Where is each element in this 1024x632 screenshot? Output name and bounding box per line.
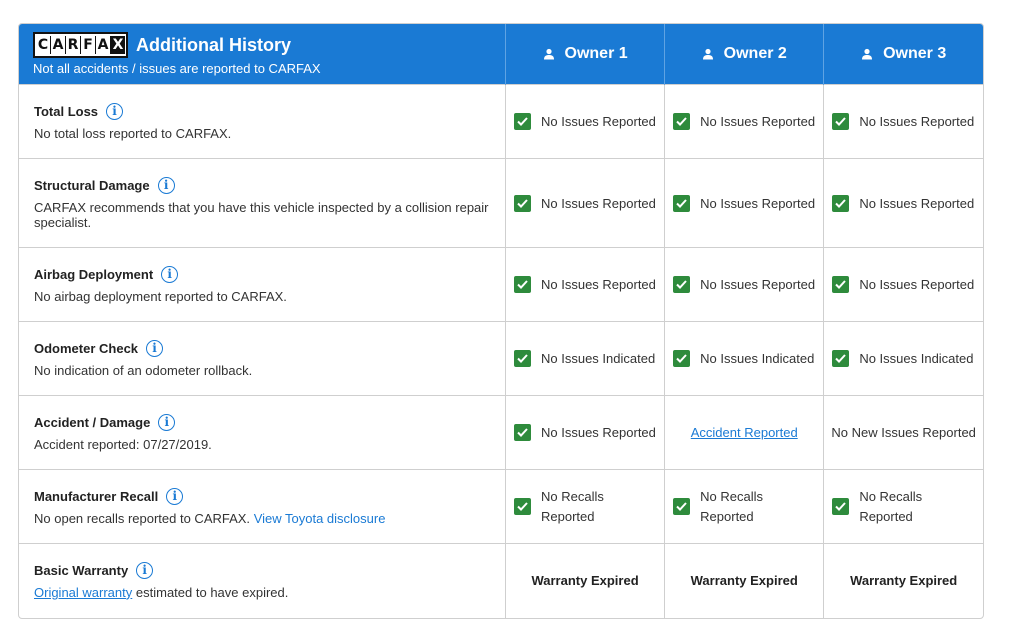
row-title: Basic Warranty	[34, 562, 129, 578]
person-icon	[861, 48, 873, 60]
status-text: No New Issues Reported	[831, 425, 976, 440]
owner2-cell	[665, 322, 824, 396]
info-icon[interactable]: i	[161, 266, 178, 283]
checkmark-icon	[673, 113, 690, 130]
status-text: No Issues Reported	[859, 195, 975, 211]
status-text: No Issues Indicated	[541, 351, 656, 366]
logo-letter: C	[36, 36, 51, 54]
row-airbag-deployment	[19, 248, 983, 322]
row-title: Manufacturer Recall	[34, 488, 159, 504]
info-icon[interactable]: i	[146, 340, 163, 357]
owner-label: Owner 2	[723, 45, 787, 62]
row-label-cell	[19, 470, 506, 544]
status-text: No Issues Reported	[541, 277, 656, 292]
status-text: No Issues Reported	[541, 114, 656, 129]
status-text: No Issues Indicated	[859, 351, 974, 366]
checkmark-icon	[514, 113, 531, 130]
owner-label: Owner 3	[883, 45, 947, 62]
status-text: No Issues Reported	[700, 277, 816, 292]
logo-letter: A	[96, 36, 111, 54]
owner1-cell	[506, 248, 665, 322]
logo-letter: R	[66, 36, 81, 54]
checkmark-icon	[673, 276, 690, 293]
checkmark-icon	[514, 276, 531, 293]
row-label-cell	[19, 159, 506, 248]
row-description: Accident reported: 07/27/2019.	[34, 436, 212, 452]
row-title: Odometer Check	[34, 340, 139, 356]
owner2-cell	[665, 544, 824, 618]
owner1-cell	[506, 85, 665, 159]
row-total-loss	[19, 85, 983, 159]
checkmark-icon	[832, 498, 849, 515]
owner3-cell	[824, 248, 983, 322]
page-title: Additional History	[136, 34, 292, 55]
info-icon[interactable]: i	[106, 103, 123, 120]
status-text: No Issues Indicated	[700, 351, 815, 366]
owner3-cell	[824, 85, 983, 159]
owner3-cell	[824, 470, 983, 544]
status-text: No Issues Reported	[859, 114, 975, 129]
info-icon[interactable]: i	[158, 177, 175, 194]
owner3-cell	[824, 396, 983, 470]
row-odometer-check	[19, 322, 983, 396]
status-text: No Recalls Reported	[859, 488, 923, 524]
checkmark-icon	[514, 498, 531, 515]
owner1-cell	[506, 322, 665, 396]
owner1-cell	[506, 159, 665, 248]
page-subtitle: Not all accidents / issues are reported to CARFAX	[33, 61, 321, 76]
checkmark-icon	[832, 276, 849, 293]
owner1-cell	[506, 544, 665, 618]
checkmark-icon	[514, 350, 531, 367]
status-text: No Issues Reported	[700, 195, 816, 211]
checkmark-icon	[832, 350, 849, 367]
checkmark-icon	[673, 350, 690, 367]
logo-letter: F	[81, 36, 96, 54]
original-warranty-link[interactable]: Original warranty	[34, 584, 133, 600]
checkmark-icon	[514, 424, 531, 441]
owner1-cell	[506, 470, 665, 544]
accident-reported-link[interactable]: Accident Reported	[690, 425, 798, 440]
owner3-cell	[824, 159, 983, 248]
info-icon[interactable]: i	[158, 414, 175, 431]
status-text: No Issues Reported	[541, 195, 656, 211]
history-table	[19, 24, 983, 618]
header-row	[19, 24, 983, 85]
row-manufacturer-recall	[19, 470, 983, 544]
row-title: Airbag Deployment	[34, 266, 154, 282]
owner2-cell	[665, 470, 824, 544]
status-text: No Issues Reported	[859, 277, 975, 292]
person-icon	[543, 48, 555, 60]
warranty-status: Warranty Expired	[690, 573, 798, 589]
owner3-cell	[824, 544, 983, 618]
row-structural-damage	[19, 159, 983, 248]
row-description: No indication of an odometer rollback.	[34, 362, 253, 378]
owner-label: Owner 1	[564, 45, 628, 62]
checkmark-icon	[832, 113, 849, 130]
status-text: No Issues Reported	[700, 114, 816, 129]
status-text: No Recalls Reported	[541, 488, 604, 524]
row-description: No total loss reported to CARFAX.	[34, 125, 232, 141]
row-description: estimated to have expired.	[135, 584, 289, 600]
row-label-cell	[19, 396, 506, 470]
logo-letter: A	[51, 36, 66, 54]
header-left	[19, 24, 506, 85]
additional-history-panel	[18, 23, 984, 619]
row-title: Total Loss	[34, 103, 99, 119]
owner1-cell	[506, 396, 665, 470]
checkmark-icon	[514, 195, 531, 212]
person-icon	[702, 48, 714, 60]
checkmark-icon	[832, 195, 849, 212]
owner-column-2	[665, 24, 824, 85]
status-text: No Recalls Reported	[700, 488, 764, 524]
row-label-cell	[19, 544, 506, 618]
warranty-status: Warranty Expired	[531, 573, 639, 589]
status-text: No Issues Reported	[541, 425, 656, 440]
owner2-cell	[665, 396, 824, 470]
owner2-cell	[665, 159, 824, 248]
owner-column-1	[506, 24, 665, 85]
row-label-cell	[19, 248, 506, 322]
owner-column-3	[824, 24, 983, 85]
row-accident-damage	[19, 396, 983, 470]
row-description: CARFAX recommends that you have this vehicle inspected by a collision repair specialist.	[34, 199, 489, 230]
row-basic-warranty	[19, 544, 983, 618]
row-title: Accident / Damage	[34, 414, 151, 430]
row-label-cell	[19, 85, 506, 159]
owner2-cell	[665, 248, 824, 322]
view-toyota-disclosure-link[interactable]: View Toyota disclosure	[253, 510, 386, 526]
row-label-cell	[19, 322, 506, 396]
info-icon[interactable]: i	[136, 562, 153, 579]
row-description: No airbag deployment reported to CARFAX.	[34, 288, 287, 304]
logo-letter: X	[112, 37, 124, 53]
carfax-logo	[33, 32, 128, 58]
owner3-cell	[824, 322, 983, 396]
owner2-cell	[665, 85, 824, 159]
row-title: Structural Damage	[34, 177, 150, 193]
checkmark-icon	[673, 498, 690, 515]
checkmark-icon	[673, 195, 690, 212]
warranty-status: Warranty Expired	[850, 573, 958, 589]
info-icon[interactable]: i	[166, 488, 183, 505]
row-description: No open recalls reported to CARFAX.	[34, 510, 251, 526]
